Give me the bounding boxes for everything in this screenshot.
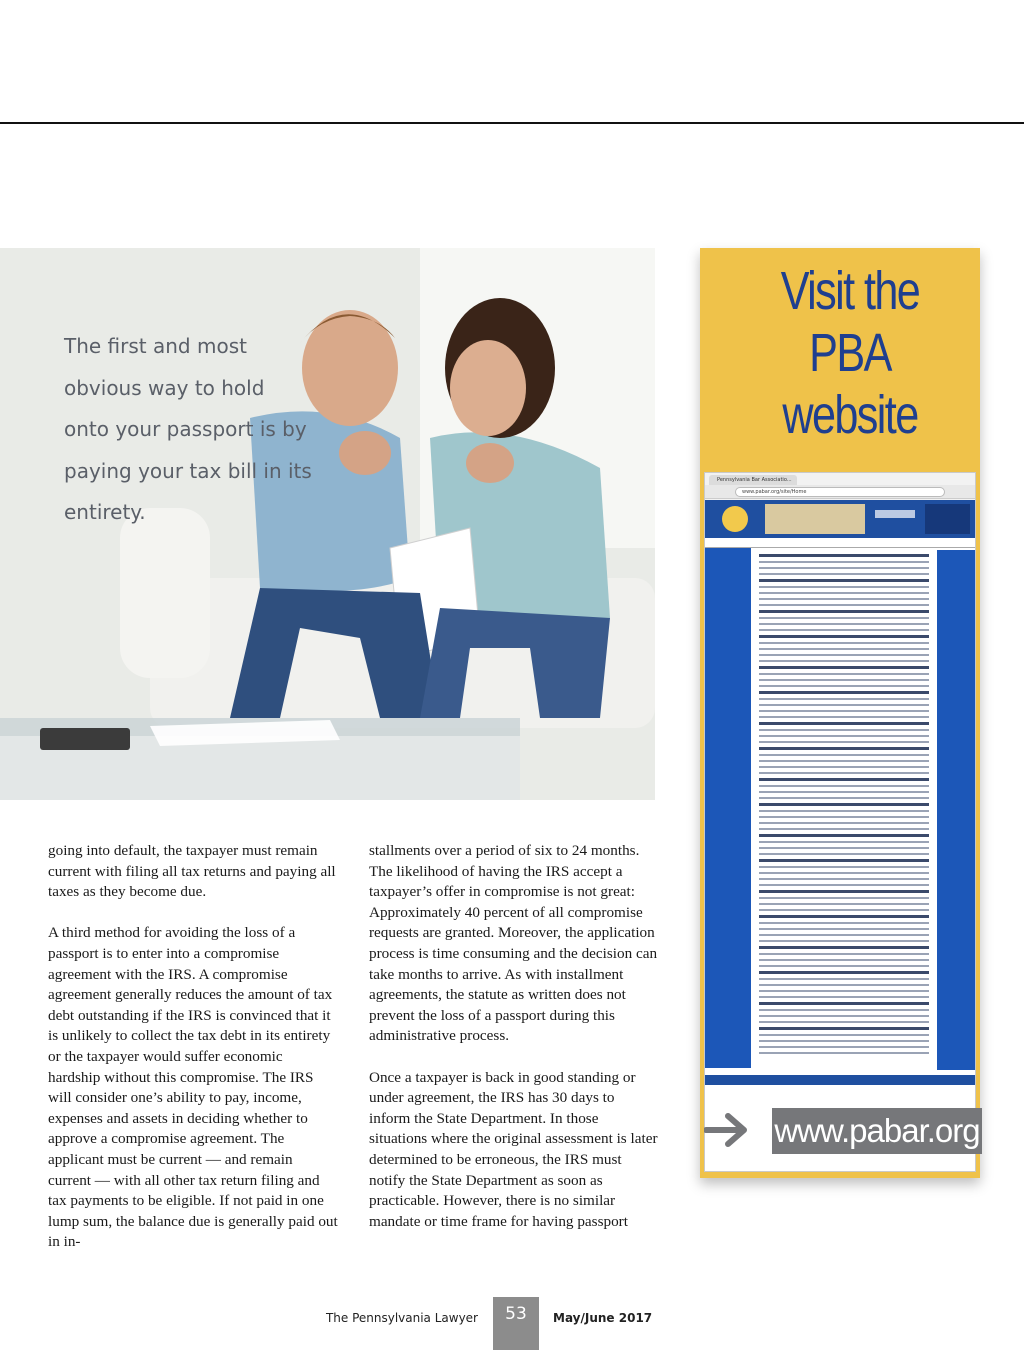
ad-headline	[754, 260, 946, 446]
website-left-menu	[705, 548, 751, 1068]
pba-website-ad	[700, 248, 980, 1178]
website-screenshot	[704, 472, 976, 1172]
paragraph: going into default, the taxpayer must remain current with filing all tax returns and paying all taxes as they become due.	[48, 842, 336, 901]
article-column-left	[48, 841, 338, 1273]
website-header	[705, 500, 975, 538]
website-url-badge: www.pabar.org	[772, 1108, 982, 1154]
paragraph: stallments over a period of six to 24 months. The likelihood of having the IRS accept a taxpayer’s offer in compromise is not great: Approximately 40 percent of all compromise requests are granted. Moreover, the application process is time consuming and the decision can take months to arrive. As with installment agreements, the statute as written does not prevent the loss of a passport during this administrative process.	[369, 842, 658, 1045]
website-main-content	[755, 550, 933, 1070]
website-page	[705, 500, 975, 1171]
arrow-right-icon	[704, 1110, 748, 1150]
paragraph: A third method for avoiding the loss of a passport is to enter into a compromise agreement with the IRS. A compromise agreement generally reduces the amount of tax debt outstanding if the IRS is convinced that it is unlikely to collect the tax debt in its entirety or the taxpayer would suffer economic hardship without this compromise. The IRS will consider one’s ability to pay, income, expenses and assets in deciding whether to approve a compromise agreement. The applicant must be current — and remain current — with all other tax return filing and tax payments to be eligible. If not paid in one lump sum, the balance due is generally paid out in in-	[48, 924, 338, 1251]
browser-url: www.pabar.org/site/Home	[735, 487, 945, 497]
publication-name: The Pennsylvania Lawyer	[325, 1311, 478, 1325]
top-rule	[0, 122, 1024, 124]
paragraph: Once a taxpayer is back in good standing or under agreement, the IRS has 30 days to inform the State Department. In those situations where the original assessment is later determined to be erroneous, the IRS must notify the State Department as soon as practicable. However, there is no similar mandate or time frame for having passport	[369, 1068, 658, 1230]
browser-address-bar	[705, 485, 975, 499]
website-nav	[705, 538, 975, 548]
ad-headline-line-2: PBA	[809, 323, 891, 383]
pull-quote: The first and most obvious way to hold onto your passport is by paying your tax bill in its entirety.	[64, 334, 312, 524]
website-footer	[705, 1075, 975, 1085]
issue-date: May/June 2017	[553, 1311, 653, 1325]
ad-headline-line-1: Visit the	[780, 261, 920, 321]
browser-tab: Pennsylvania Bar Associatio...	[709, 475, 797, 485]
website-right-ads	[937, 550, 975, 1070]
page-number: 53	[493, 1297, 539, 1350]
pba-logo-icon	[705, 500, 975, 538]
feature-photo	[0, 248, 655, 800]
ad-headline-line-3: website	[782, 385, 918, 445]
article-column-right	[369, 841, 659, 1253]
